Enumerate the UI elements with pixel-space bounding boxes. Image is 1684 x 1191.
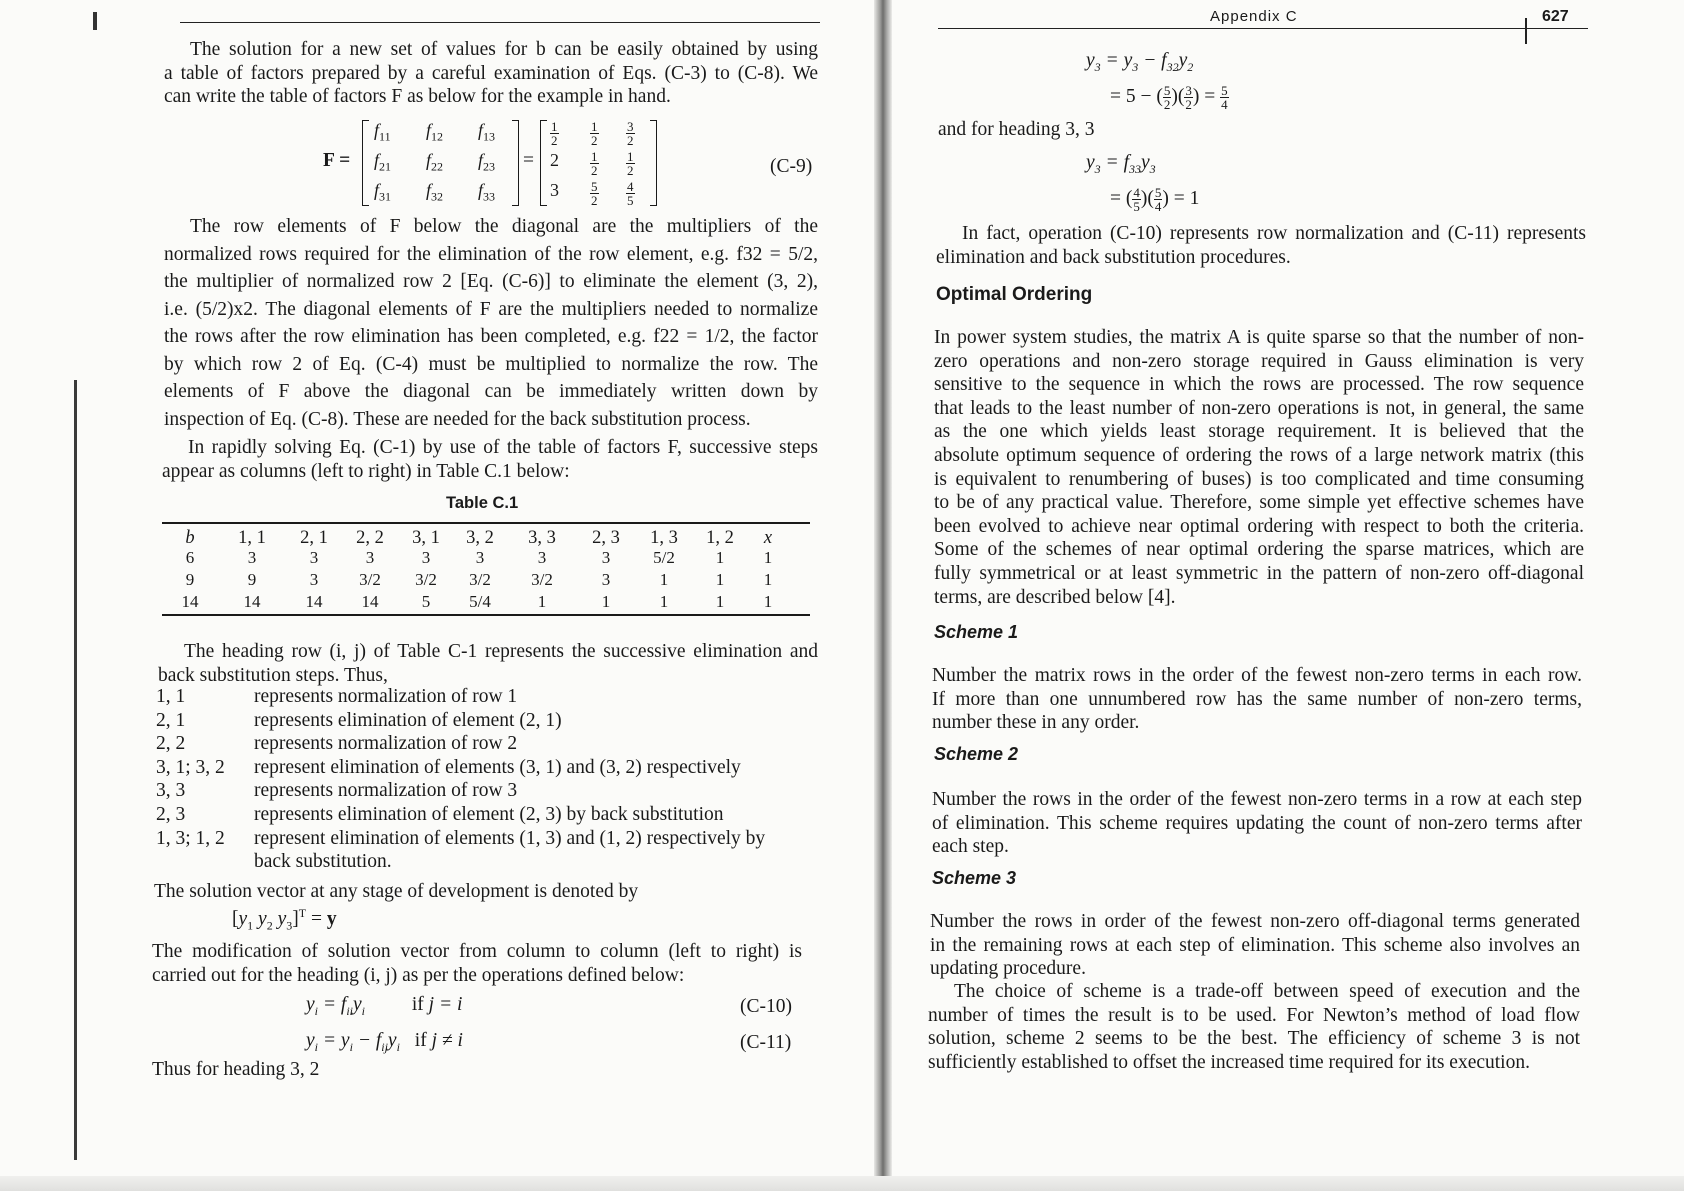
table-cell: 1 [763,548,773,567]
table-cell: 3 [365,548,375,567]
right-bracket [512,120,519,206]
text-line: been evolved to achieve near optimal ordering with respect to both the criteria. [934,515,1584,537]
text-line: sensitive to the sequence in which the rows are processed. The row sequence [934,374,1584,396]
text-line: Number the rows in the order of the fewest non-zero terms in a row at each step [932,789,1582,810]
table-cell: 1 [715,592,725,611]
step-description: represents normalization of row 1 [254,686,518,707]
equation-number: (C-10) [740,996,792,1017]
table-header-cell: 2, 3 [592,528,620,548]
header-tick [1525,18,1527,44]
matrix-value: $\frac{3}{2}$ [627,119,634,148]
step-description: back substitution. [254,851,392,873]
equation-c10: $y_i = f_{ii}y_i$ if j = i [306,994,463,1018]
matrix-symbol: $f_{11}$ [374,120,391,144]
text-line: elements of F above the diagonal can be immediately written down by [164,381,818,402]
solution-vector-equation: [$y_1$ $y_2$ $y_3]^T = y$ [232,906,337,933]
text-line: zero operations and non-zero storage required in Gauss elimination is very [934,350,1584,372]
book-gutter [874,0,892,1191]
text-line: In rapidly solving Eq. (C-1) by use of the table of factors F, successive steps [188,437,818,458]
table-header-cell: 1, 2 [706,528,734,548]
table-cell: 3 [309,570,319,589]
table-header-cell: 1, 1 [238,528,266,548]
table-cell: 6 [185,548,195,567]
table-cell: 3 [247,548,257,567]
text-line: a table of factors prepared by a careful examination of Eqs. (C-3) to (C-8). We [164,62,818,84]
text-line: the multiplier of normalized row 2 [Eq. (C-6)] to eliminate the element (3, 2), [164,271,818,292]
scheme-1-title: Scheme 1 [934,622,1019,642]
table-cell: 3 [537,548,547,567]
text-line: appear as columns (left to right) in Table C.1 below: [162,460,570,482]
left-paragraph-2 [164,213,818,433]
right-paragraph-2 [934,326,1584,609]
left-intro-paragraph [164,38,818,109]
table-cell: 1 [659,570,669,589]
matrix-value: $\frac{1}{2}$ [591,119,598,148]
step-description: represents normalization of row 3 [254,780,518,802]
table-top-rule [162,522,810,524]
text-line: Number the rows in order of the fewest non-zero off-diagonal terms generated [930,911,1580,932]
text-line: each step. [932,836,1009,858]
table-cell: 1 [715,548,725,567]
matrix-symbol: $f_{33}$ [478,180,496,204]
left-paragraph-3 [162,436,818,483]
text-line: updating procedure. [930,958,1086,980]
text-line: absolute optimum sequence of ordering the rows of a large network matrix (this [934,444,1584,466]
matrix-symbol: $f_{22}$ [426,150,444,174]
table-header-cell: x [763,528,773,548]
text-line: Number the matrix rows in the order of the fewest non-zero terms in each row. [932,665,1582,686]
table-cell: 5/2 [653,548,675,567]
scan-bottom-shadow [0,1176,1684,1191]
heading-33-text [938,118,1338,142]
step-key: 2, 2 [156,733,186,755]
table-cell: 14 [181,592,199,611]
table-header-cell: 2, 1 [300,528,328,548]
table-cell: 9 [247,570,257,589]
text-line: The modification of solution vector from column to column (left to right) is [152,941,802,962]
scheme-2-title: Scheme 2 [934,744,1019,764]
table-cell: 3/2 [469,570,491,589]
matrix-value: 3 [550,180,559,200]
matrix-value: $\frac{1}{2}$ [627,149,634,178]
table-cell: 3 [309,548,319,567]
page-number: 627 [1542,8,1569,25]
text-line: Some of the schemes of near optimal ordering the sparse matrices, which are [934,539,1584,561]
table-cell: 5/4 [469,592,491,611]
table-cell: 3 [421,548,431,567]
step-key: 3, 1; 3, 2 [156,756,225,778]
text-line: is equivalent to renumbering of buses) is too complicated and time consuming [934,468,1584,490]
table-cell: 1 [659,592,669,611]
matrix-value: $\frac{1}{2}$ [591,149,598,178]
step-key: 1, 3; 1, 2 [156,827,225,849]
left-paragraph-7 [152,1058,552,1082]
right-header-rule [938,28,1588,29]
text-line: The row elements of F below the diagonal are the multipliers of the [190,216,818,237]
text-line: in the remaining rows at each step of elimination. This scheme also involves an [930,934,1580,956]
equation-y3-result-32: = 5 − ( $\frac{5}{2}$ )( $\frac{3}{2}$ ) = $\frac{5}{4}$ [1110,83,1228,112]
left-header-rule [180,22,820,23]
text-line: fully symmetrical or at least symmetric in the pattern of non-zero off-diagonal [934,562,1584,584]
table-header-cell: 3, 2 [466,528,494,548]
table-cell: 3/2 [415,570,437,589]
step-description: represents elimination of element (2, 3) by back substitution [254,804,724,825]
text-line: back substitution steps. Thus, [158,664,388,686]
text-line: The choice of scheme is a trade-off between speed of execution and the [954,981,1580,1002]
text-line: i.e. (5/2)x2. The diagonal elements of F are the multipliers needed to normalize [164,298,818,320]
step-key: 2, 1 [156,709,186,731]
step-description: represents normalization of row 2 [254,733,518,755]
table-cell: 3 [601,548,611,567]
matrix-value: $\frac{4}{5}$ [627,179,634,208]
left-bracket [362,120,369,206]
table-header-cell: 3, 3 [528,528,556,548]
scheme-2-text [932,788,1582,859]
table-cell: 1 [763,570,773,589]
table-caption: Table C.1 [446,494,519,512]
text-line: number of times the result is to be used. For Newton’s method of load flow [928,1004,1580,1026]
equation-number: (C-9) [770,156,813,177]
text-line: the rows after the row elimination has been completed, e.g. f22 = 1/2, the factor [164,326,818,347]
text-line: sufficiently established to offset the increased time required for its execution. [928,1051,1530,1073]
scheme-3-title: Scheme 3 [932,868,1017,888]
equation-y3-heading-33: $y_3 = f_{33}y_3$ [1086,152,1156,176]
right-final-paragraph [928,980,1580,1074]
text-line: In fact, operation (C-10) represents row normalization and (C-11) represents [962,223,1586,244]
text-line: terms, are described below [4]. [934,586,1176,608]
matrix-value: $\frac{5}{2}$ [591,179,598,208]
table-header-cell: 2, 2 [356,528,384,548]
matrix-symbol: $f_{31}$ [374,180,392,204]
text-line: The solution vector at any stage of development is denoted by [154,881,639,902]
table-cell: 14 [243,592,261,611]
text-line: carried out for the heading (i, j) as per the operations defined below: [152,964,685,986]
text-line: to be of any practical value. Therefore, some simple yet effective schemes have [934,492,1584,514]
table-cell: 3/2 [531,570,553,589]
table-cell: 14 [305,592,323,611]
text-line: as the one which yields least storage requirement. It is believed that the [934,421,1584,443]
step-key: 2, 3 [156,804,186,825]
table-header-cell: b [185,528,195,548]
right-paragraph-1 [936,222,1586,269]
table-cell: 3 [475,548,485,567]
text-line: If more than one unnumbered row has the same number of non-zero terms, [932,688,1582,710]
text-line: of elimination. This scheme requires updating the count of non-zero terms after [932,812,1582,834]
table-cell: 1 [537,592,547,611]
text-line: inspection of Eq. (C-8). These are needed for the back substitution process. [164,408,751,430]
text-line: The solution for a new set of values for b can be easily obtained by using [190,39,818,60]
text-line: by which row 2 of Eq. (C-4) must be multiplied to normalize the row. The [164,353,818,375]
scheme-1-text [932,664,1582,735]
table-cell: 3 [601,570,611,589]
table-bottom-rule [162,614,810,616]
text-line: The heading row (i, j) of Table C-1 represents the successive elimination and [184,641,818,662]
text-line: In power system studies, the matrix A is quite sparse so that the number of non- [934,327,1584,348]
left-paragraph-5 [154,880,814,904]
matrix-label: F = [323,150,351,171]
matrix-symbol: $f_{13}$ [478,120,496,144]
matrix-value: $\frac{1}{2}$ [551,119,558,148]
equation-number: (C-11) [740,1032,792,1053]
right-bracket [650,120,657,206]
left-bracket [540,120,547,206]
table-header-cell: 3, 1 [412,528,440,548]
running-head: Appendix C [1210,8,1298,25]
table-cell: 14 [361,592,379,611]
matrix-symbol: $f_{23}$ [478,150,496,174]
text-line: and for heading 3, 3 [938,119,1095,140]
step-key: 1, 1 [156,686,186,707]
matrix-symbol: $f_{21}$ [374,150,392,174]
table-cell: 5 [421,592,431,611]
equals-sign: = [523,150,534,171]
table-cell: 1 [763,592,773,611]
text-line: Thus for heading 3, 2 [152,1059,320,1080]
table-cell: 1 [601,592,611,611]
equation-y3-result-33: = ( $\frac{4}{5}$ )( $\frac{5}{4}$ ) = 1 [1110,185,1200,214]
equation-c11: $y_i = y_i - f_{ij}y_i$ if j ≠ i [306,1030,463,1054]
table-cell: 9 [185,570,195,589]
text-line: number these in any order. [932,712,1140,734]
table-cell: 1 [715,570,725,589]
section-title: Optimal Ordering [936,284,1093,305]
step-description: represents elimination of element (2, 1) [254,709,562,731]
table-cell: 3/2 [359,570,381,589]
text-line: elimination and back substitution procedures. [936,246,1291,268]
scheme-3-text [930,910,1580,981]
step-description: represent elimination of elements (3, 1) and (3, 2) respectively [254,756,741,778]
text-line: normalized rows required for the elimination of the row element, e.g. f32 = 5/2, [164,243,818,265]
left-paragraph-6 [152,940,802,987]
left-paragraph-4 [158,640,818,687]
left-page-edge [74,380,77,1160]
step-key: 3, 3 [156,780,186,802]
step-description: represent elimination of elements (1, 3) and (1, 2) respectively by [254,827,766,849]
left-edge-mark [93,12,97,30]
table-header-cell: 1, 3 [650,528,678,548]
matrix-value: 2 [550,150,559,170]
equation-y3-heading-32: $y_3 = y_3 - f_{32}y_2$ [1086,50,1194,74]
text-line: that leads to the least number of non-zero operations is not, in general, the same [934,397,1584,419]
text-line: solution, scheme 2 seems to be the best. The efficiency of scheme 3 is not [928,1028,1580,1050]
matrix-symbol: $f_{32}$ [426,180,444,204]
matrix-symbol: $f_{12}$ [426,120,444,144]
text-line: can write the table of factors F as below for the example in hand. [164,86,671,108]
